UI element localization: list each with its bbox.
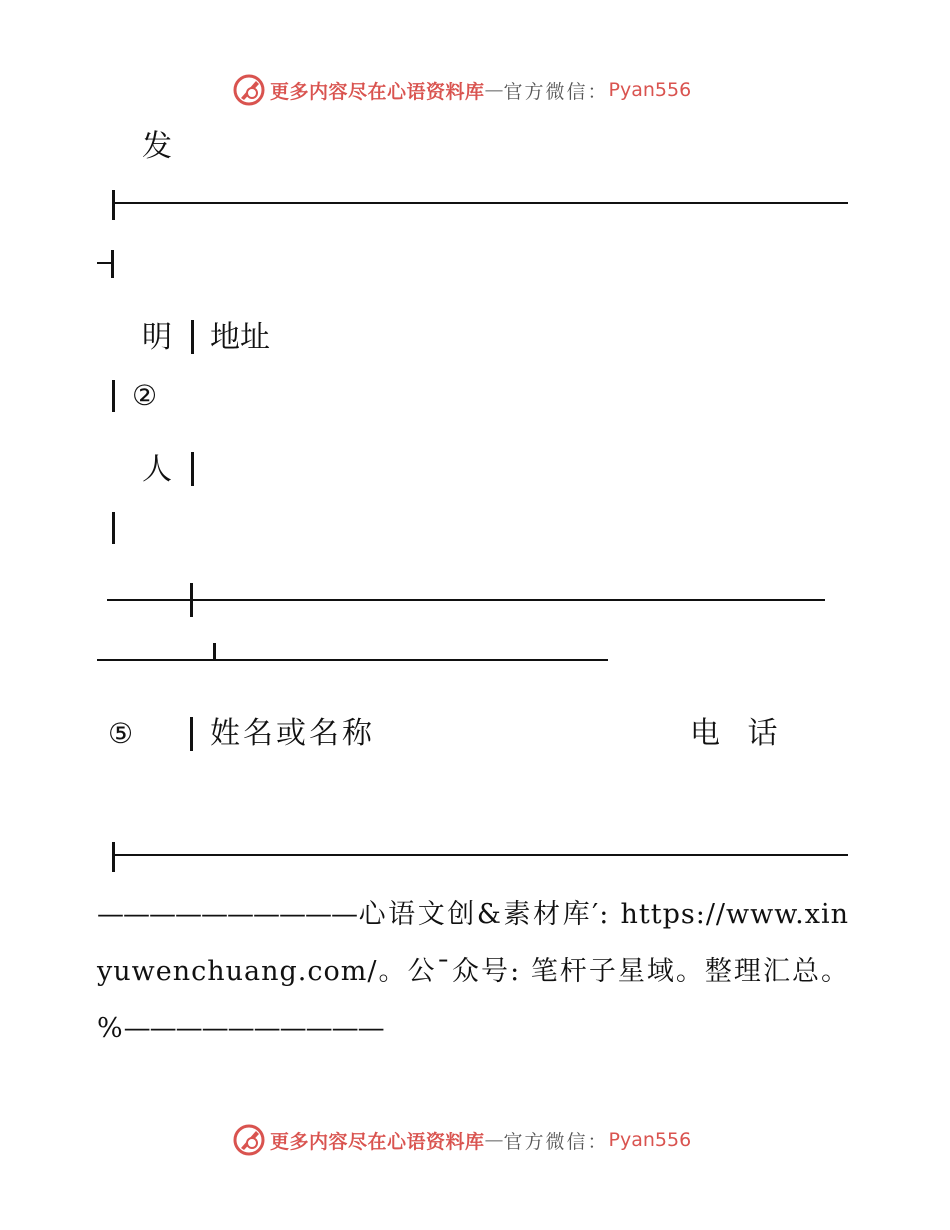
divider-bar <box>191 320 194 354</box>
label-ren: 人 <box>142 452 172 487</box>
banner-separator: — <box>484 79 504 101</box>
label-fa: 发 <box>142 129 172 164</box>
divider-bar <box>112 512 115 544</box>
notice-text: 心语文创&素材库′: https://www.xinyuwenchuang.com/。公¯众号: 笔杆子星域。整理汇总。% <box>97 899 849 1044</box>
circled-two: ② <box>132 379 158 412</box>
label-phone: 电 话 <box>690 716 778 751</box>
notice-trail-dashes: —————————— <box>123 1013 384 1044</box>
notice-paragraph <box>97 886 849 1057</box>
label-ming: 明 <box>142 320 172 355</box>
banner-wechat-id: Pyan556 <box>608 79 692 101</box>
table-rule-top <box>112 202 848 204</box>
divider-bar <box>190 717 193 751</box>
banner-title: 更多内容尽在心语资料库 <box>270 80 485 103</box>
table-corner-tick <box>111 250 114 278</box>
notice-lead-dashes: —————————— <box>97 899 357 930</box>
table-rule-middle <box>107 599 825 601</box>
table-cross-tick <box>190 583 193 617</box>
table-rule-bottom <box>112 854 848 856</box>
label-address: 地址 <box>210 320 270 355</box>
banner-title: 更多内容尽在心语资料库 <box>270 1130 485 1153</box>
divider-bar <box>112 380 115 412</box>
table-short-tick <box>213 643 216 660</box>
banner-wechat-label: 官方微信： <box>503 1130 609 1153</box>
footer-banner <box>232 1120 712 1160</box>
banner-separator: — <box>484 1129 504 1151</box>
divider-bar <box>191 452 194 486</box>
table-left-tick <box>112 842 115 872</box>
table-left-tick <box>112 190 115 220</box>
pen-logo-icon <box>232 1123 266 1157</box>
label-name: 姓名或名称 <box>210 716 375 751</box>
table-rule-short <box>97 659 608 661</box>
header-banner <box>232 70 712 110</box>
pen-logo-icon <box>232 73 266 107</box>
banner-wechat-label: 官方微信： <box>503 80 609 103</box>
circled-five: ⑤ <box>108 717 134 750</box>
banner-wechat-id: Pyan556 <box>608 1129 692 1151</box>
